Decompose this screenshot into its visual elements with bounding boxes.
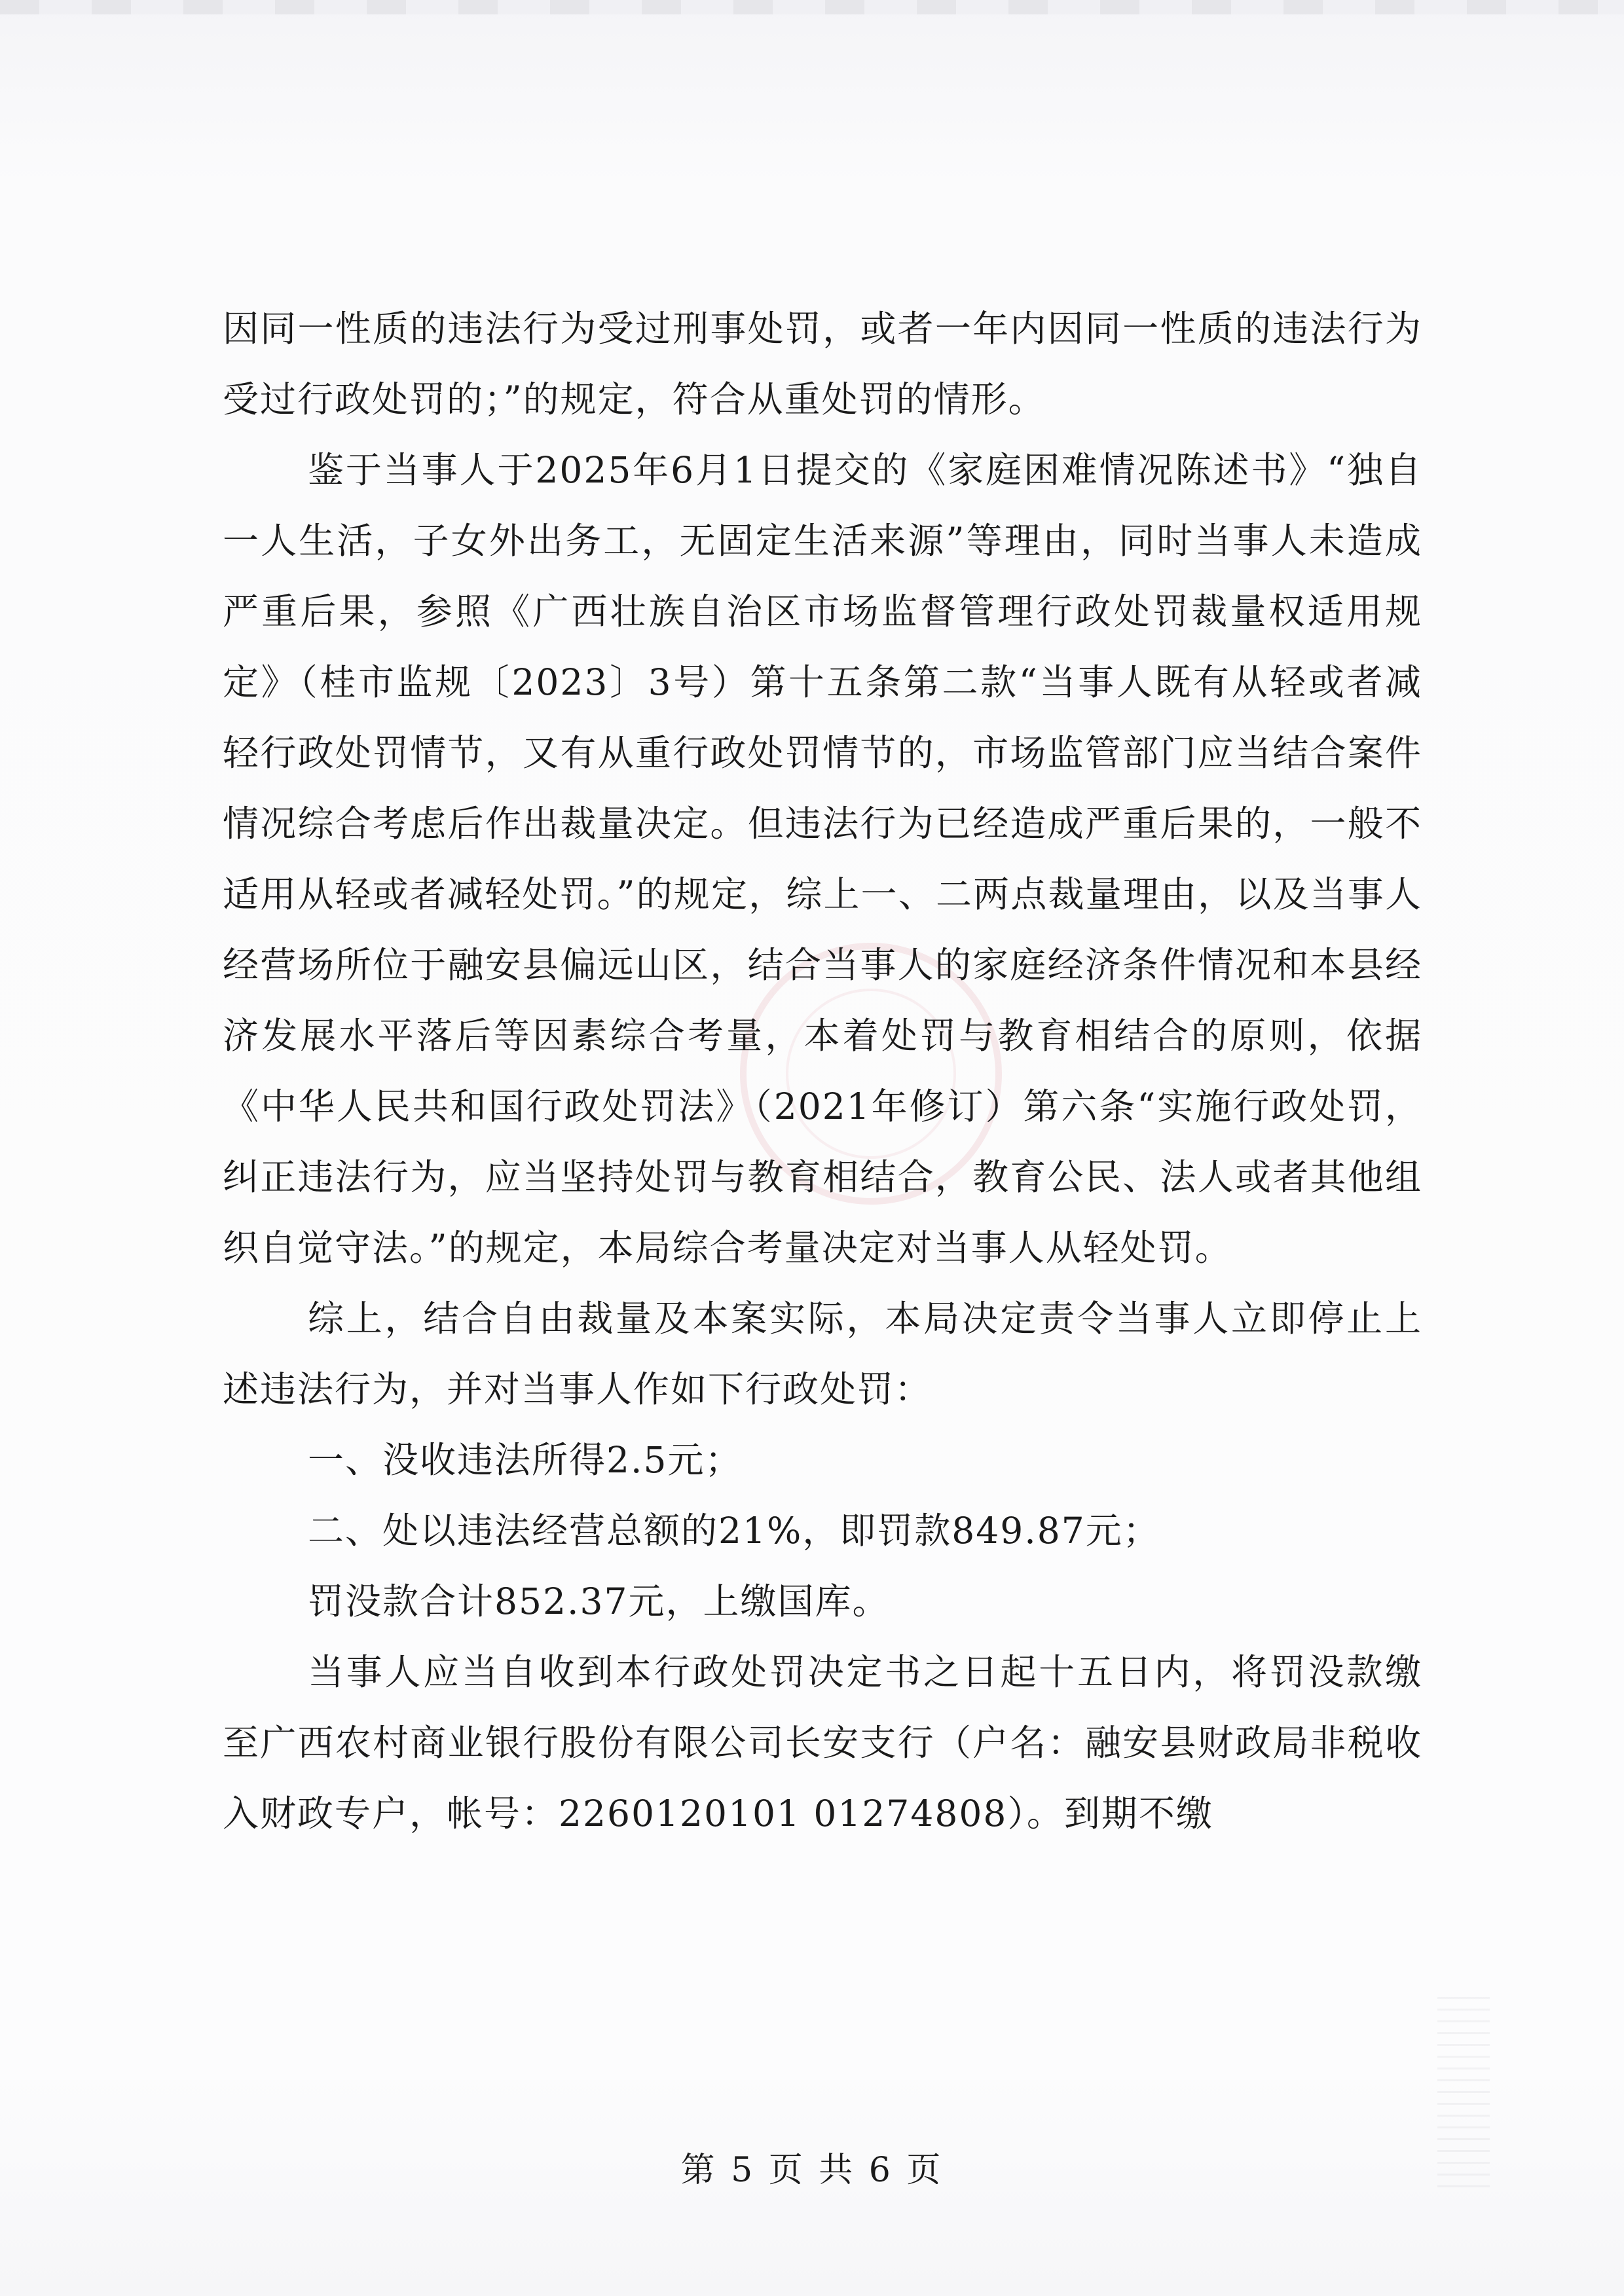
paragraph-continuation: 因同一性质的违法行为受过刑事处罚，或者一年内因同一性质的违法行为受过行政处罚的；”的规定，符合从重处罚的情形。 [223,308,1422,420]
paragraph-payment-instructions: 当事人应当自收到本行政处罚决定书之日起十五日内，将罚没款缴至广西农村商业银行股份有限公司长安支行（户名：融安县财政局非税收入财政专户，帐号：2260120101 01274808）。到期不缴 [223,1651,1422,1834]
page-number-footer: 第 5 页 共 6 页 [680,2151,944,2190]
penalty-total: 罚没款合计852.37元，上缴国库。 [308,1580,890,1622]
paragraph-decision-intro: 综上，结合自由裁量及本案实际，本局决定责令当事人立即停止上述违法行为，并对当事人作如下行政处罚： [223,1298,1422,1410]
penalty-item-confiscation: 一、没收违法所得2.5元； [308,1439,743,1481]
penalty-item-fine: 二、处以违法经营总额的21%，即罚款849.87元； [308,1510,1160,1552]
document-body [223,293,1422,1849]
scan-edge [0,0,1624,14]
paragraph-mitigation-reasons: 鉴于当事人于2025年6月1日提交的《家庭困难情况陈述书》“独自一人生活，子女外出务工，无固定生活来源”等理由，同时当事人未造成严重后果，参照《广西壮族自治区市场监督管理行政处罚裁量权适用规定》（桂市监规〔2023〕3号）第十五条第二款“当事人既有从轻或者减轻行政处罚情节，又有从重行政处罚情节的，市场监管部门应当结合案件情况综合考虑后作出裁量决定。但违法行为已经造成严重后果的，一般不适用从轻或者减轻处罚。”的规定，综上一、二两点裁量理由，以及当事人经营场所位于融安县偏远山区，结合当事人的家庭经济条件情况和本县经济发展水平落后等因素综合考量，本着处罚与教育相结合的原则，依据《中华人民共和国行政处罚法》（2021年修订）第六条“实施行政处罚，纠正违法行为，应当坚持处罚与教育相结合，教育公民、法人或者其他组织自觉守法。”的规定，本局综合考量决定对当事人从轻处罚。 [223,449,1422,1269]
